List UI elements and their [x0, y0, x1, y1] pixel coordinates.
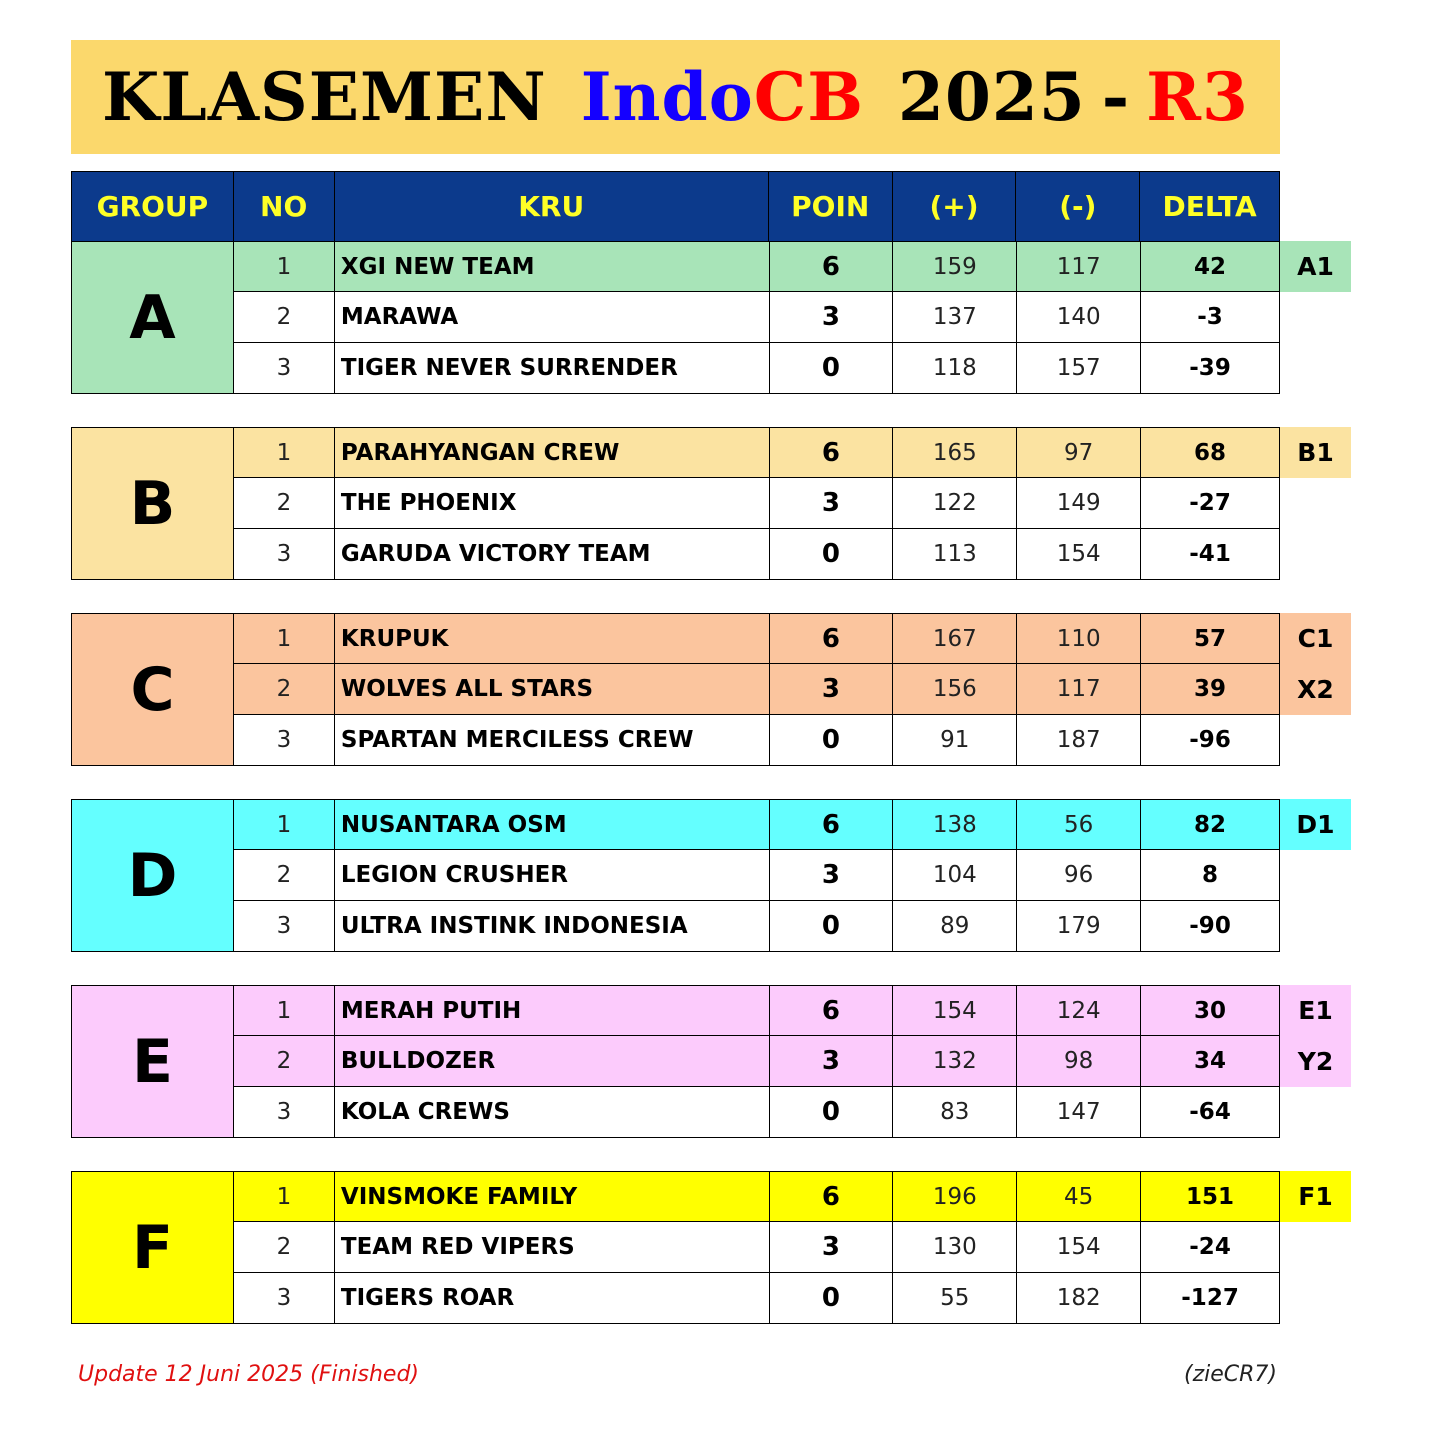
row-team-name: PARAHYANGAN CREW [335, 427, 770, 478]
row-plus: 83 [893, 1087, 1017, 1138]
table-row [233, 343, 1280, 394]
row-points: 6 [770, 613, 894, 664]
row-delta: 8 [1141, 850, 1280, 901]
row-minus: 147 [1017, 1087, 1141, 1138]
row-plus: 196 [893, 1171, 1017, 1222]
row-plus: 118 [893, 343, 1017, 394]
header-kru: KRU [335, 172, 769, 241]
row-team-name: KRUPUK [335, 613, 770, 664]
row-points: 6 [770, 799, 894, 850]
row-delta: -41 [1141, 529, 1280, 580]
row-team-name: THE PHOENIX [335, 478, 770, 529]
row-minus: 110 [1017, 613, 1141, 664]
qualification-tag: F1 [1280, 1171, 1351, 1222]
group-d [71, 799, 1335, 952]
table-header [71, 171, 1280, 242]
row-team-name: GARUDA VICTORY TEAM [335, 529, 770, 580]
row-points: 6 [770, 1171, 894, 1222]
group-letter: C [71, 613, 234, 766]
row-no: 3 [234, 343, 335, 394]
header-poin: POIN [769, 172, 893, 241]
row-points: 0 [770, 1273, 894, 1324]
row-plus: 55 [893, 1273, 1017, 1324]
row-no: 2 [234, 1222, 335, 1273]
row-delta: 57 [1141, 613, 1280, 664]
row-delta: 68 [1141, 427, 1280, 478]
group-letter: D [71, 799, 234, 952]
table-row [233, 478, 1280, 529]
row-no: 1 [234, 613, 335, 664]
table-row [233, 292, 1280, 343]
row-plus: 130 [893, 1222, 1017, 1273]
row-no: 3 [234, 1273, 335, 1324]
row-no: 3 [234, 715, 335, 766]
table-row [233, 427, 1280, 478]
row-points: 0 [770, 343, 894, 394]
table-row [233, 1036, 1280, 1087]
header-minus: (-) [1016, 172, 1140, 241]
row-team-name: TEAM RED VIPERS [335, 1222, 770, 1273]
header-plus: (+) [893, 172, 1017, 241]
table-row [233, 1273, 1280, 1324]
row-no: 1 [234, 1171, 335, 1222]
row-points: 0 [770, 901, 894, 952]
title-klasemen: KLASEMEN [102, 58, 547, 136]
row-points: 3 [770, 850, 894, 901]
row-team-name: ULTRA INSTINK INDONESIA [335, 901, 770, 952]
row-minus: 98 [1017, 1036, 1141, 1087]
table-row [233, 1087, 1280, 1138]
row-delta: 151 [1141, 1171, 1280, 1222]
qualification-tag: A1 [1280, 241, 1351, 292]
title-round: R3 [1146, 58, 1249, 136]
row-no: 1 [234, 427, 335, 478]
row-minus: 179 [1017, 901, 1141, 952]
row-team-name: XGI NEW TEAM [335, 241, 770, 292]
table-row [233, 985, 1280, 1036]
header-delta: DELTA [1162, 190, 1257, 223]
row-delta: 82 [1141, 799, 1280, 850]
group-c [71, 613, 1334, 766]
group-a [71, 241, 1334, 394]
row-team-name: NUSANTARA OSM [335, 799, 770, 850]
row-points: 3 [770, 1222, 894, 1273]
qualification-tag: Y2 [1280, 1036, 1351, 1087]
row-plus: 159 [893, 241, 1017, 292]
row-no: 2 [234, 478, 335, 529]
row-no: 1 [234, 799, 335, 850]
row-team-name: BULLDOZER [335, 1036, 770, 1087]
row-delta: -127 [1141, 1273, 1280, 1324]
row-plus: 138 [893, 799, 1017, 850]
row-minus: 154 [1017, 529, 1141, 580]
row-no: 2 [234, 1036, 335, 1087]
row-team-name: VINSMOKE FAMILY [335, 1171, 770, 1222]
row-delta: -27 [1141, 478, 1280, 529]
row-team-name: TIGER NEVER SURRENDER [335, 343, 770, 394]
group-letter: B [71, 427, 234, 580]
row-minus: 117 [1017, 664, 1141, 715]
title-cb: CB [753, 58, 865, 136]
row-minus: 124 [1017, 985, 1141, 1036]
row-delta: 39 [1141, 664, 1280, 715]
row-minus: 187 [1017, 715, 1141, 766]
row-team-name: TIGERS ROAR [335, 1273, 770, 1324]
row-points: 6 [770, 241, 894, 292]
row-delta: -96 [1141, 715, 1280, 766]
row-points: 0 [770, 529, 894, 580]
row-no: 2 [234, 664, 335, 715]
row-minus: 182 [1017, 1273, 1141, 1324]
group-letter: F [71, 1171, 234, 1324]
row-delta: 30 [1141, 985, 1280, 1036]
row-plus: 89 [893, 901, 1017, 952]
table-row [233, 241, 1280, 292]
table-row [233, 715, 1280, 766]
group-f [71, 1171, 1333, 1324]
row-delta: -64 [1141, 1087, 1280, 1138]
row-points: 6 [770, 427, 894, 478]
row-plus: 137 [893, 292, 1017, 343]
table-row [233, 799, 1280, 850]
row-points: 0 [770, 1087, 894, 1138]
row-no: 2 [234, 292, 335, 343]
row-plus: 113 [893, 529, 1017, 580]
row-minus: 56 [1017, 799, 1141, 850]
row-delta: -39 [1141, 343, 1280, 394]
row-plus: 132 [893, 1036, 1017, 1087]
group-letter: E [71, 985, 234, 1138]
table-row [233, 850, 1280, 901]
row-delta: -3 [1141, 292, 1280, 343]
row-plus: 104 [893, 850, 1017, 901]
row-points: 0 [770, 715, 894, 766]
row-points: 6 [770, 985, 894, 1036]
row-plus: 167 [893, 613, 1017, 664]
title-year: 2025 [898, 58, 1086, 136]
row-plus: 91 [893, 715, 1017, 766]
row-minus: 96 [1017, 850, 1141, 901]
row-plus: 165 [893, 427, 1017, 478]
row-no: 3 [234, 529, 335, 580]
row-minus: 117 [1017, 241, 1141, 292]
qualification-tag: B1 [1280, 427, 1351, 478]
title-dash: - [1101, 58, 1131, 136]
table-row [233, 664, 1280, 715]
row-no: 3 [234, 1087, 335, 1138]
header-group: GROUP [72, 172, 234, 241]
row-minus: 140 [1017, 292, 1141, 343]
row-minus: 154 [1017, 1222, 1141, 1273]
row-minus: 149 [1017, 478, 1141, 529]
row-delta: -90 [1141, 901, 1280, 952]
table-row [233, 901, 1280, 952]
title-indo: Indo [580, 58, 754, 136]
row-plus: 154 [893, 985, 1017, 1036]
row-minus: 157 [1017, 343, 1141, 394]
table-row [233, 613, 1280, 664]
table-row [233, 1222, 1280, 1273]
row-minus: 45 [1017, 1171, 1141, 1222]
row-points: 3 [770, 478, 894, 529]
row-team-name: MERAH PUTIH [335, 985, 770, 1036]
row-no: 1 [234, 985, 335, 1036]
row-delta: 42 [1141, 241, 1280, 292]
row-points: 3 [770, 1036, 894, 1087]
row-no: 3 [234, 901, 335, 952]
row-team-name: MARAWA [335, 292, 770, 343]
group-b [71, 427, 1334, 580]
row-no: 2 [234, 850, 335, 901]
table-row [233, 529, 1280, 580]
row-team-name: KOLA CREWS [335, 1087, 770, 1138]
qualification-tag: C1 [1280, 613, 1351, 664]
qualification-tag: D1 [1280, 799, 1351, 850]
group-letter: A [71, 241, 234, 394]
row-delta: 34 [1141, 1036, 1280, 1087]
row-points: 3 [770, 292, 894, 343]
qualification-tag: E1 [1280, 985, 1351, 1036]
header-no: NO [234, 172, 335, 241]
row-plus: 122 [893, 478, 1017, 529]
group-e [71, 985, 1334, 1138]
row-team-name: WOLVES ALL STARS [335, 664, 770, 715]
table-row [233, 1171, 1280, 1222]
page-title [71, 40, 1280, 154]
row-minus: 97 [1017, 427, 1141, 478]
row-no: 1 [234, 241, 335, 292]
credit: (zieCR7) [1184, 1362, 1278, 1387]
qualification-tag: X2 [1280, 664, 1351, 715]
row-delta: -24 [1141, 1222, 1280, 1273]
row-team-name: LEGION CRUSHER [335, 850, 770, 901]
row-team-name: SPARTAN MERCILESS CREW [335, 715, 770, 766]
update-note: Update 12 Juni 2025 (Finished) [78, 1362, 420, 1387]
row-points: 3 [770, 664, 894, 715]
row-plus: 156 [893, 664, 1017, 715]
